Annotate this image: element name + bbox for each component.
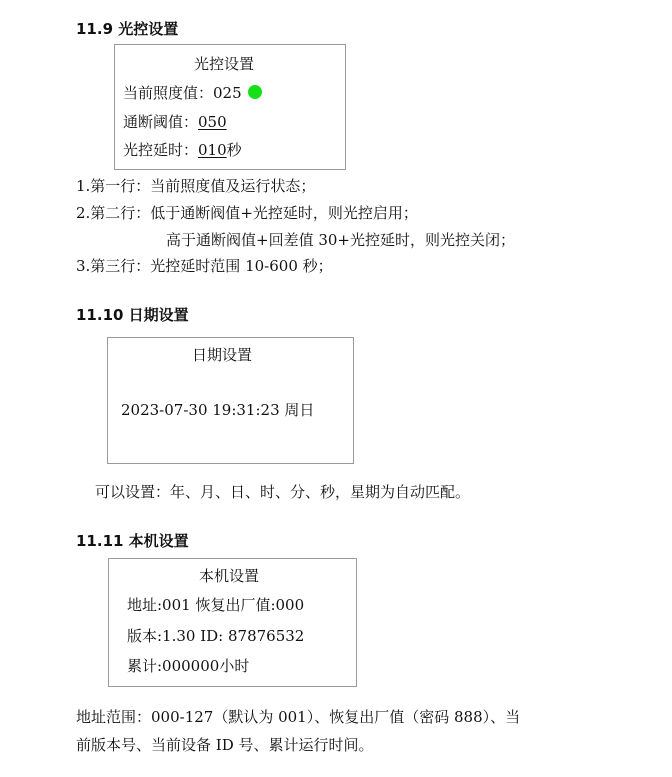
delay-row [123,140,242,160]
device-screen [108,558,357,687]
screen-title: 光控设置 [194,55,255,73]
address-reset-row: 地址:001 恢复出厂值:000 [127,596,305,614]
date-screen [107,337,354,464]
datetime-value: 2023-07-30 19:31:23 周日 [121,401,315,419]
date-description: 可以设置：年、月、日、时、分、秒，星期为自动匹配。 [95,483,471,501]
status-indicator-icon [248,85,262,99]
section-heading-date: 11.10 日期设置 [76,306,189,324]
delay-label: 光控延时： [123,141,199,159]
current-illuminance-label: 当前照度值： [123,84,214,102]
delay-value: 010 [198,141,227,159]
section-heading-light-control: 11.9 光控设置 [76,20,179,38]
note-line-1: 1.第一行：当前照度值及运行状态； [76,177,316,195]
screen-title: 日期设置 [192,346,253,364]
version-id-row: 版本:1.30 ID: 87876532 [127,627,305,645]
device-description-line-2: 前版本号、当前设备 ID 号、累计运行时间。 [76,736,374,754]
screen-title: 本机设置 [199,567,260,585]
note-line-2-continued: 高于通断阀值+回差值 30+光控延时，则光控关闭； [166,231,515,249]
device-description-line-1: 地址范围：000-127（默认为 001）、恢复出厂值（密码 888）、当 [76,708,521,726]
current-illuminance-value: 025 [213,84,242,102]
note-line-2: 2.第二行：低于通断阀值+光控延时，则光控启用； [76,204,418,222]
threshold-row [123,112,227,132]
delay-unit: 秒 [226,141,242,159]
section-heading-device: 11.11 本机设置 [76,532,189,550]
threshold-label: 通断阈值： [123,113,199,131]
note-line-3: 3.第三行：光控延时范围 10-600 秒； [76,257,333,275]
runtime-row: 累计:000000小时 [127,657,250,675]
current-illuminance-row [123,83,262,103]
light-control-screen [114,44,346,170]
threshold-value: 050 [198,113,227,131]
